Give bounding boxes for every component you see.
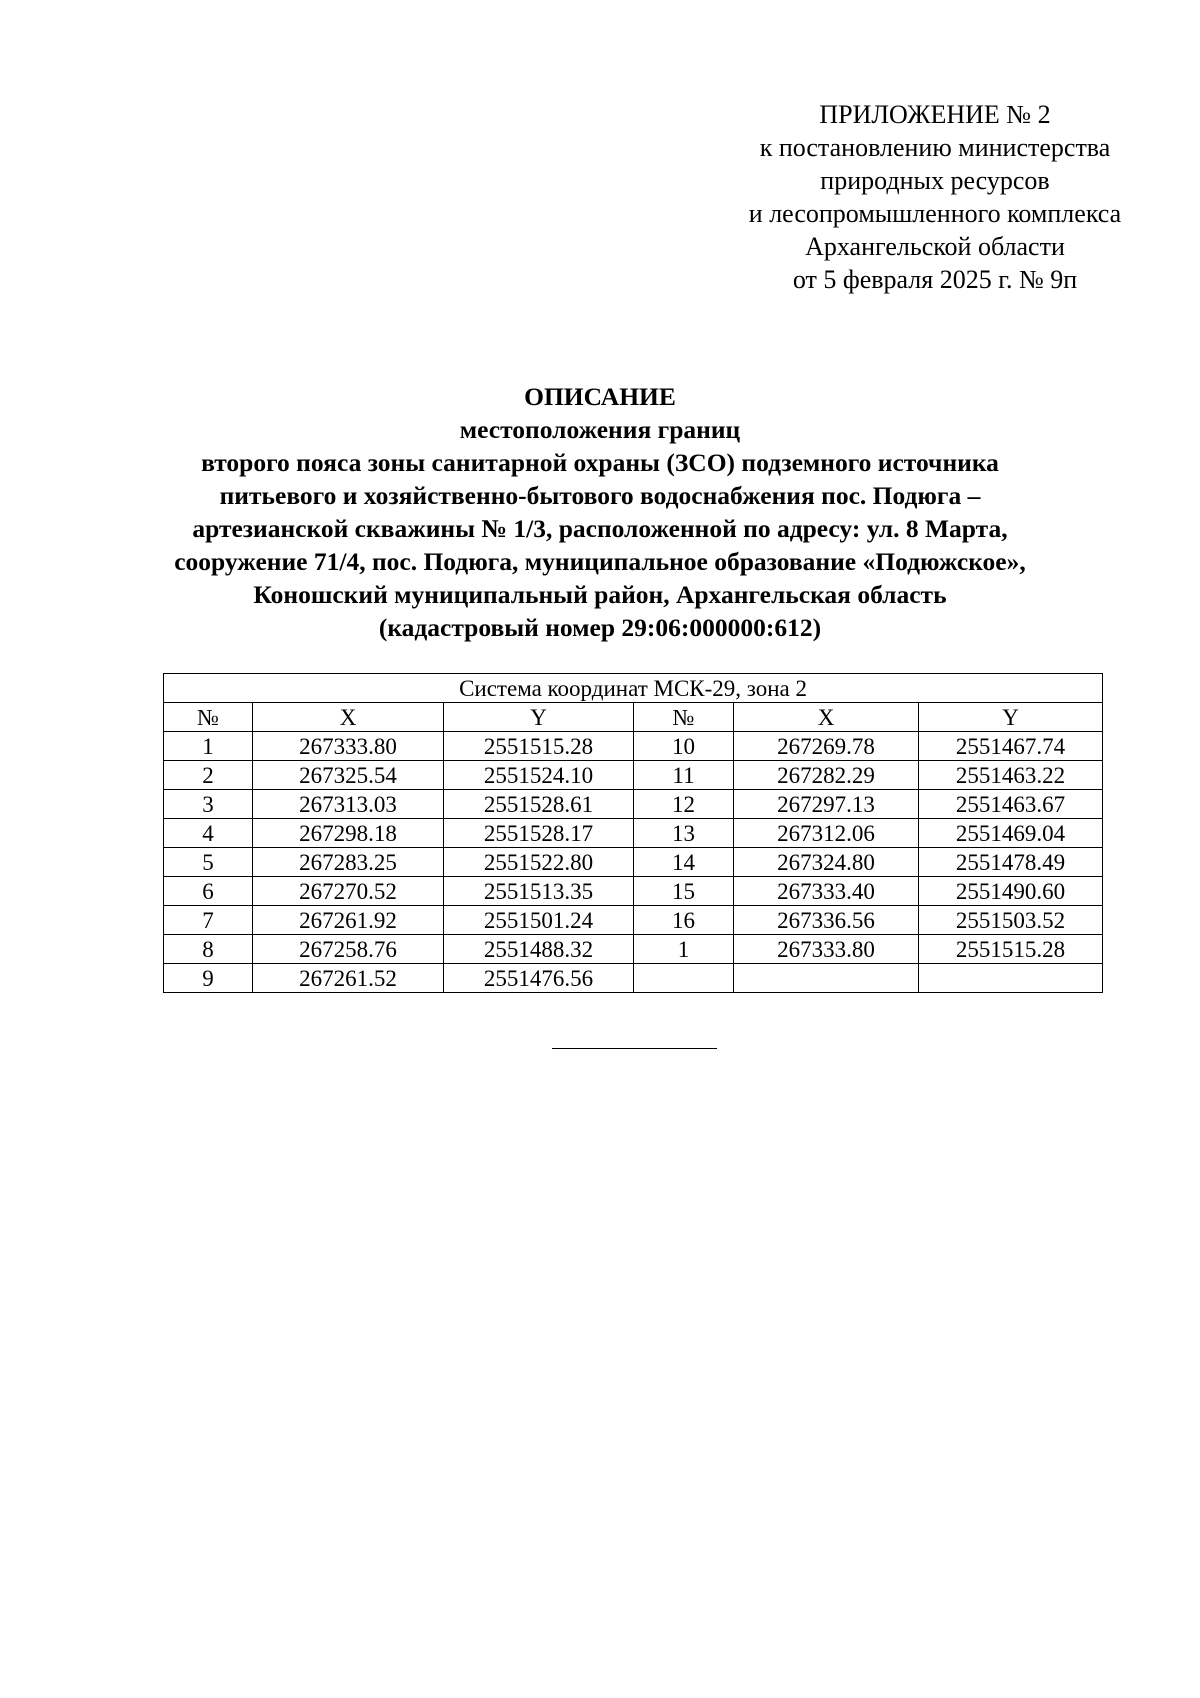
y-coordinate: 2551488.32 [444, 935, 634, 964]
table-header-row [164, 703, 1103, 732]
table-row [164, 906, 1103, 935]
coordinates-table [163, 673, 1103, 993]
y-coordinate: 2551501.24 [444, 906, 634, 935]
table-row [164, 732, 1103, 761]
x-coordinate: 267283.25 [253, 848, 444, 877]
table-caption-row [164, 674, 1103, 703]
x-coordinate: 267297.13 [734, 790, 919, 819]
y-coordinate: 2551490.60 [919, 877, 1103, 906]
y-coordinate: 2551469.04 [919, 819, 1103, 848]
y-coordinate: 2551515.28 [444, 732, 634, 761]
title-line: сооружение 71/4, пос. Подюга, муниципальное образование «Подюжское», [174, 547, 1026, 576]
y-coordinate: 2551463.67 [919, 790, 1103, 819]
appendix-title: ПРИЛОЖЕНИЕ № 2 [819, 100, 1051, 129]
y-coordinate [919, 964, 1103, 993]
appendix-line: Архангельской области [805, 232, 1065, 261]
table-row [164, 935, 1103, 964]
document-title [100, 380, 1100, 644]
point-number [634, 964, 734, 993]
table-row [164, 761, 1103, 790]
point-number: 13 [634, 819, 734, 848]
point-number: 1 [164, 732, 253, 761]
appendix-line: и лесопромышленного комплекса [748, 199, 1122, 228]
title-line: Коношский муниципальный район, Архангельская область [253, 580, 947, 609]
appendix-line: к постановлению министерства [759, 133, 1111, 162]
x-coordinate: 267269.78 [734, 732, 919, 761]
table-row [164, 819, 1103, 848]
title-line: местоположения границ [459, 415, 741, 444]
table-row [164, 877, 1103, 906]
y-coordinate: 2551478.49 [919, 848, 1103, 877]
header-x: X [734, 703, 919, 732]
table-row [164, 964, 1103, 993]
y-coordinate: 2551467.74 [919, 732, 1103, 761]
title-line: второго пояса зоны санитарной охраны (ЗСО) подземного источника [201, 448, 999, 477]
table-row [164, 848, 1103, 877]
cadastral-number: (кадастровый номер 29:06:000000:612) [378, 613, 822, 642]
end-separator-line [552, 1048, 717, 1049]
y-coordinate: 2551503.52 [919, 906, 1103, 935]
point-number: 7 [164, 906, 253, 935]
appendix-header [720, 98, 1150, 296]
x-coordinate: 267324.80 [734, 848, 919, 877]
x-coordinate: 267333.80 [253, 732, 444, 761]
title-line: питьевого и хозяйственно-бытового водоснабжения пос. Подюга – [219, 481, 981, 510]
appendix-date: от 5 февраля 2025 г. № 9п [792, 265, 1078, 294]
point-number: 6 [164, 877, 253, 906]
x-coordinate: 267282.29 [734, 761, 919, 790]
table-body [164, 732, 1103, 993]
header-number: № [634, 703, 734, 732]
point-number: 1 [634, 935, 734, 964]
y-coordinate: 2551476.56 [444, 964, 634, 993]
y-coordinate: 2551515.28 [919, 935, 1103, 964]
x-coordinate: 267261.52 [253, 964, 444, 993]
title-line: артезианской скважины № 1/3, расположенной по адресу: ул. 8 Марта, [192, 514, 1008, 543]
point-number: 14 [634, 848, 734, 877]
point-number: 12 [634, 790, 734, 819]
appendix-line: природных ресурсов [820, 166, 1050, 195]
x-coordinate: 267313.03 [253, 790, 444, 819]
point-number: 16 [634, 906, 734, 935]
x-coordinate: 267325.54 [253, 761, 444, 790]
header-y: Y [919, 703, 1103, 732]
x-coordinate: 267312.06 [734, 819, 919, 848]
y-coordinate: 2551522.80 [444, 848, 634, 877]
point-number: 8 [164, 935, 253, 964]
x-coordinate: 267333.80 [734, 935, 919, 964]
x-coordinate: 267261.92 [253, 906, 444, 935]
point-number: 5 [164, 848, 253, 877]
header-y: Y [444, 703, 634, 732]
y-coordinate: 2551528.61 [444, 790, 634, 819]
point-number: 2 [164, 761, 253, 790]
y-coordinate: 2551513.35 [444, 877, 634, 906]
point-number: 10 [634, 732, 734, 761]
point-number: 3 [164, 790, 253, 819]
point-number: 4 [164, 819, 253, 848]
point-number: 15 [634, 877, 734, 906]
coordinate-system-caption: Система координат МСК-29, зона 2 [164, 674, 1103, 703]
header-x: X [253, 703, 444, 732]
point-number: 11 [634, 761, 734, 790]
x-coordinate [734, 964, 919, 993]
x-coordinate: 267333.40 [734, 877, 919, 906]
point-number: 9 [164, 964, 253, 993]
x-coordinate: 267336.56 [734, 906, 919, 935]
y-coordinate: 2551463.22 [919, 761, 1103, 790]
y-coordinate: 2551528.17 [444, 819, 634, 848]
x-coordinate: 267258.76 [253, 935, 444, 964]
y-coordinate: 2551524.10 [444, 761, 634, 790]
x-coordinate: 267298.18 [253, 819, 444, 848]
title-heading: ОПИСАНИЕ [524, 382, 676, 411]
x-coordinate: 267270.52 [253, 877, 444, 906]
header-number: № [164, 703, 253, 732]
table-row [164, 790, 1103, 819]
